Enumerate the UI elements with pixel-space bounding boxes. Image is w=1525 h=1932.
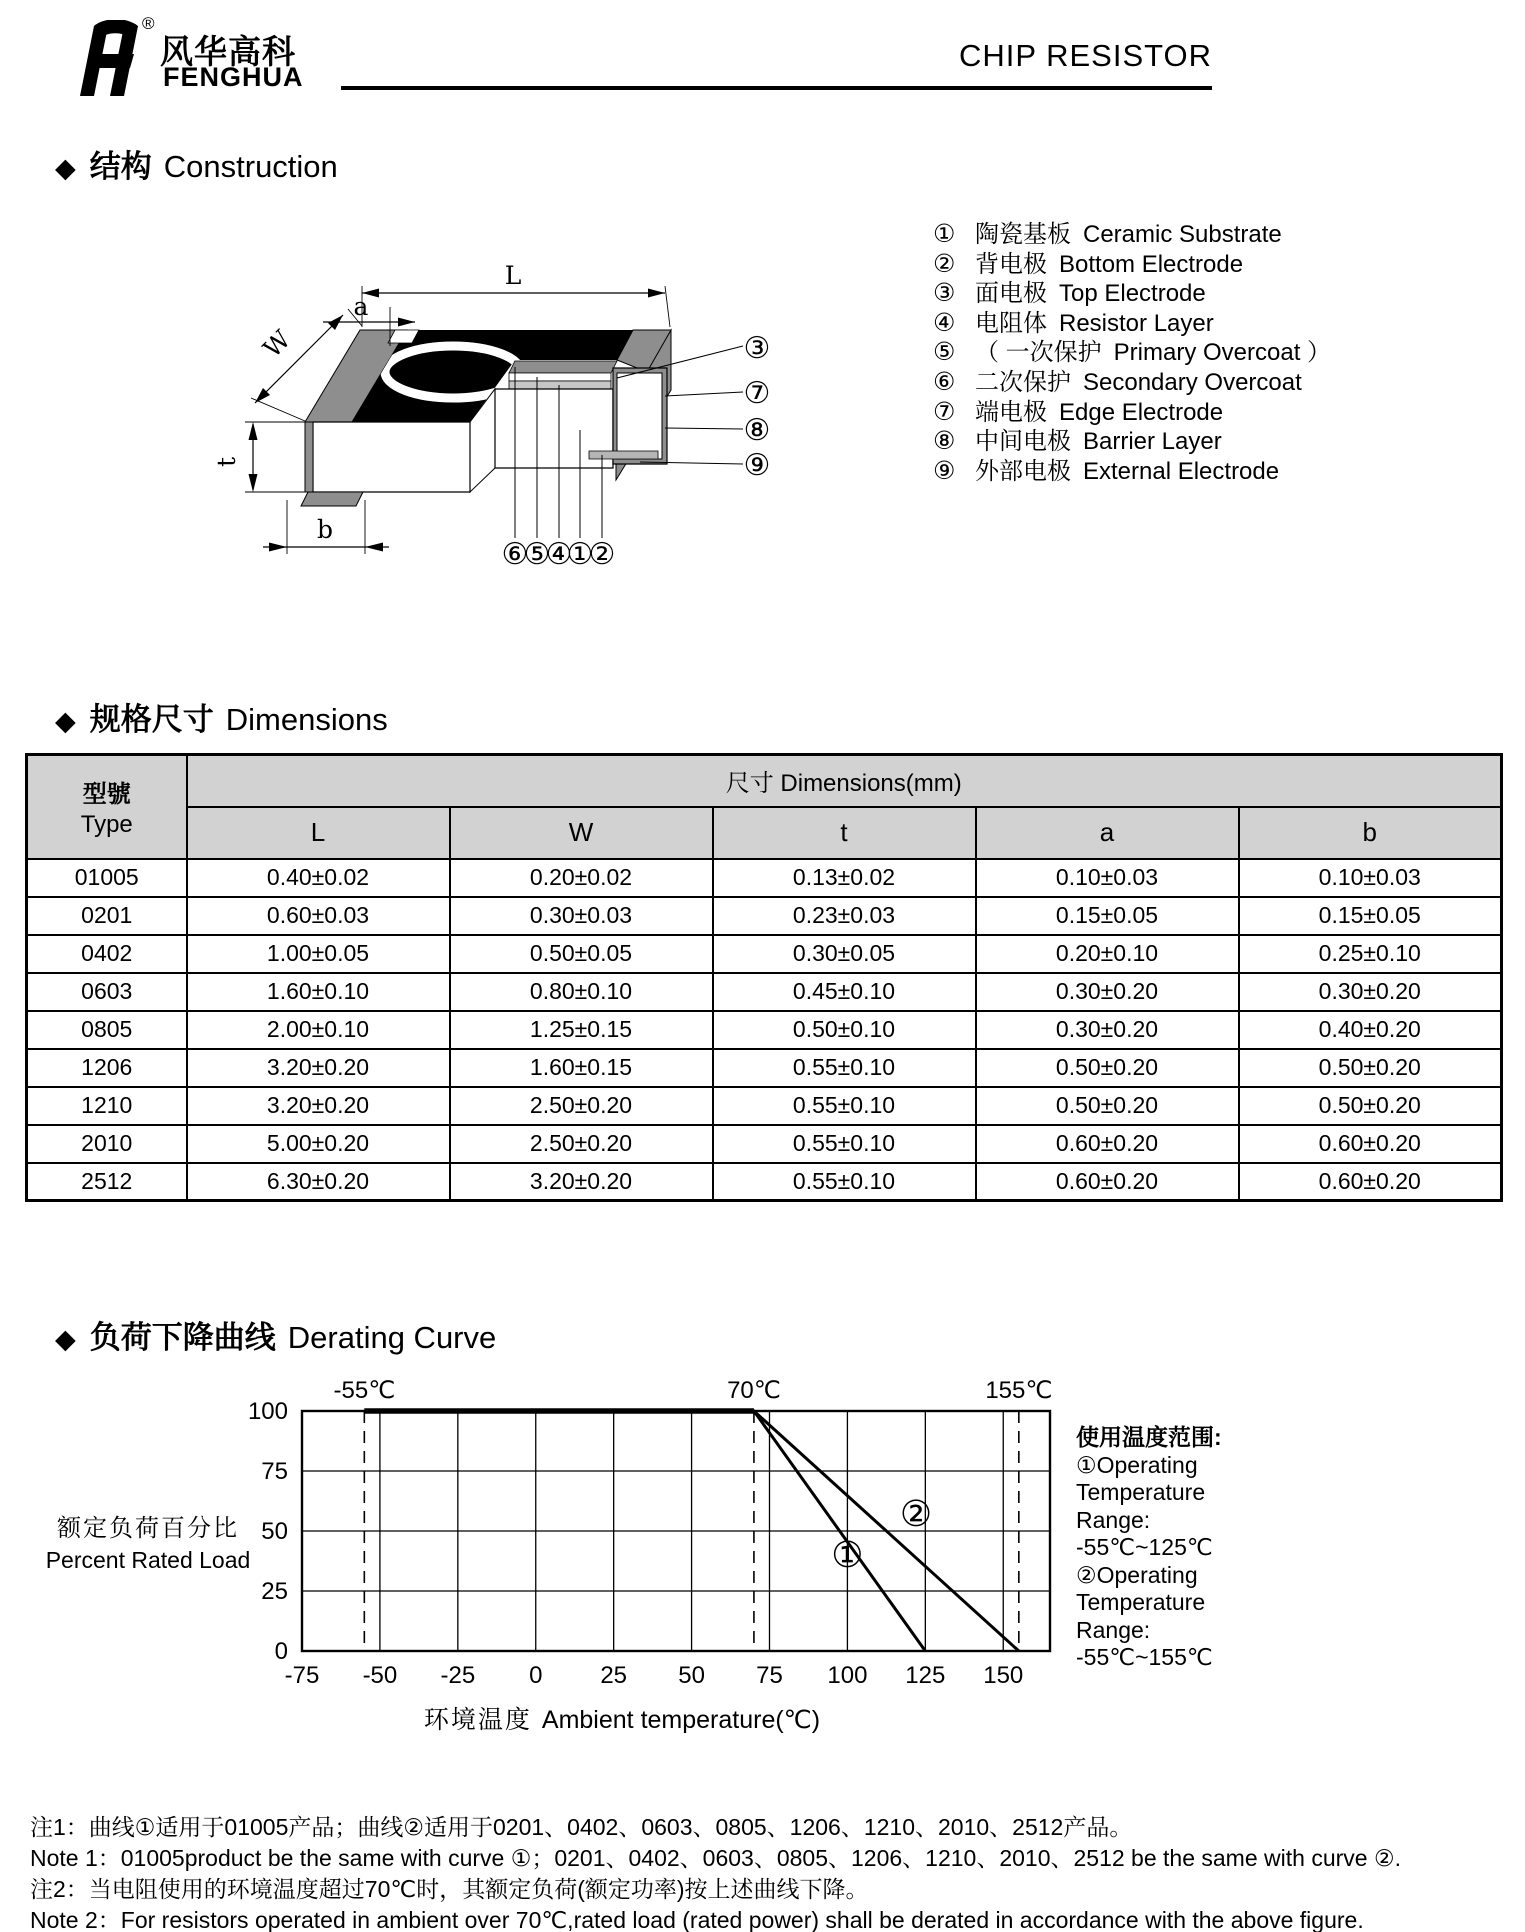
leader-8 [665, 428, 743, 429]
callout-bottom-electrode: ② [588, 538, 616, 571]
heading-cn: 结构 [89, 149, 152, 184]
dimension-cell: 0.55±0.10 [713, 1163, 976, 1201]
heading-en: Dimensions [225, 702, 388, 737]
dimension-cell: 2.00±0.10 [187, 1011, 450, 1049]
table-header-type [27, 755, 187, 859]
heading-en: Derating Curve [287, 1320, 497, 1355]
legend-item-number: ② [933, 249, 956, 278]
diamond-icon: ◆ [55, 706, 76, 736]
top-axis-label: 155℃ [985, 1378, 1053, 1404]
diamond-icon: ◆ [55, 1324, 76, 1354]
legend-item-number: ⑦ [933, 397, 956, 426]
brand-name-cn: 风华高科 [160, 33, 296, 70]
brand-name-en: FENGHUA [163, 62, 304, 92]
note-line: Note 1：01005product be the same with curve ①；0201、0402、0603、0805、1206、1210、2010、2512 be the same with curve ②. [30, 1845, 1401, 1871]
dimension-cell: 1.60±0.10 [187, 973, 450, 1011]
dimension-cell: 5.00±0.20 [187, 1125, 450, 1163]
x-axis-label-en: Ambient temperature(℃) [541, 1706, 821, 1734]
x-tick-label: 50 [678, 1662, 705, 1689]
type-header-cn: 型號 [82, 781, 131, 809]
type-cell: 1206 [27, 1049, 187, 1087]
legend-item-number: ⑧ [933, 427, 956, 456]
y-axis-label-en: Percent Rated Load [45, 1547, 251, 1573]
curve-label: ① [831, 1534, 864, 1575]
dimension-cell: 6.30±0.20 [187, 1163, 450, 1201]
heading-en: Construction [163, 149, 338, 184]
bottom-electrode-strip [589, 451, 658, 459]
side-note-line: ①Operating [1076, 1451, 1198, 1478]
dimension-cell: 1.60±0.15 [450, 1049, 713, 1087]
left-end-foot [301, 492, 363, 506]
dimension-cell: 0.40±0.02 [187, 859, 450, 897]
x-tick-label: 100 [827, 1662, 868, 1689]
side-note-line: 使用温度范围: [1076, 1424, 1222, 1450]
dim-label-a: a [353, 292, 369, 321]
dim-t-arrow-bottom [249, 474, 258, 492]
callout-top-electrode: ③ [743, 332, 771, 365]
legend-item-number: ③ [933, 279, 956, 308]
type-cell: 2010 [27, 1125, 187, 1163]
side-note-line: Temperature [1076, 1589, 1206, 1615]
table-row [27, 1125, 1502, 1163]
table-header-b: b [1239, 807, 1502, 859]
curve-label: ② [899, 1493, 933, 1535]
primary-overcoat-layer [509, 373, 611, 381]
table-header-a: a [976, 807, 1239, 859]
table-row [27, 1087, 1502, 1125]
legend-item-cn: 电阻体 [975, 309, 1047, 337]
dimension-cell: 0.50±0.20 [976, 1049, 1239, 1087]
legend-item-en: Top Electrode [1059, 280, 1206, 308]
ceramic-front-face [313, 422, 470, 492]
dimension-cell: 0.50±0.05 [450, 935, 713, 973]
callout-ceramic-substrate: ① [566, 538, 594, 571]
dim-label-L: L [504, 261, 522, 290]
callout-barrier-layer: ⑧ [743, 414, 771, 447]
table-header-t: t [713, 807, 976, 859]
construction-diagram [165, 200, 785, 575]
dimension-cell: 0.10±0.03 [1239, 859, 1502, 897]
table-row [27, 859, 1502, 897]
callout-secondary-overcoat: ⑥ [501, 538, 529, 571]
legend-item-en: Resistor Layer [1059, 309, 1214, 337]
header-rule [341, 86, 1212, 90]
legend-item-cn: 背电极 [975, 250, 1047, 278]
type-cell: 0201 [27, 897, 187, 935]
dimension-cell: 3.20±0.20 [187, 1087, 450, 1125]
dimension-cell: 0.15±0.05 [976, 897, 1239, 935]
note-line: Note 2：For resistors operated in ambient over 70℃,rated load (rated power) shall be derated in accordance with the above figure. [30, 1907, 1364, 1932]
table-header-dimensions-group: 尺寸 Dimensions(mm) [187, 755, 1502, 807]
dimension-cell: 0.60±0.03 [187, 897, 450, 935]
x-tick-label: 125 [905, 1662, 946, 1689]
legend-item-cn: 陶瓷基板 [975, 221, 1071, 248]
side-note-line: ②Operating [1076, 1561, 1198, 1588]
dim-W-ext-bottom [251, 398, 305, 421]
callout-primary-overcoat: ⑤ [523, 538, 551, 571]
diamond-icon: ◆ [55, 153, 76, 183]
legend-item-en: Ceramic Substrate [1083, 221, 1282, 248]
side-note-line: Range: [1076, 1616, 1151, 1643]
heading-cn: 规格尺寸 [89, 702, 214, 737]
dimension-cell: 0.13±0.02 [713, 859, 976, 897]
chart-side-note [1076, 1424, 1222, 1672]
legend-item-number: ⑥ [933, 367, 956, 396]
legend-item-number: ① [933, 220, 956, 248]
derating-chart [150, 1378, 1090, 1723]
dimension-cell: 0.55±0.10 [713, 1087, 976, 1125]
table-row [27, 1011, 1502, 1049]
dimension-cell: 0.60±0.20 [976, 1163, 1239, 1201]
dimension-cell: 0.45±0.10 [713, 973, 976, 1011]
table-row [27, 1049, 1502, 1087]
y-tick-label: 50 [261, 1518, 288, 1545]
side-note-line: -55℃~125℃ [1076, 1534, 1213, 1560]
x-tick-label: -50 [362, 1662, 398, 1689]
dimension-cell: 0.80±0.10 [450, 973, 713, 1011]
note-line: 注2：当电阻使用的环境温度超过70℃时，其额定负荷(额定功率)按上述曲线下降。 [30, 1876, 869, 1902]
dim-b-arrow-left [269, 543, 287, 552]
dimension-cell: 2.50±0.20 [450, 1125, 713, 1163]
legend-item [933, 332, 1332, 367]
dim-L-ext-right [665, 286, 670, 327]
legend-item-cn: 外部电极 [975, 457, 1071, 485]
dimension-cell: 0.50±0.20 [1239, 1049, 1502, 1087]
y-axis-label-cn: 额定负荷百分比 [57, 1515, 239, 1542]
section-heading-dimensions [55, 694, 388, 739]
fenghua-logo-icon [76, 20, 138, 100]
table-header-W: W [450, 807, 713, 859]
dimension-cell: 0.20±0.02 [450, 859, 713, 897]
x-tick-label: -75 [284, 1662, 320, 1689]
dimension-cell: 0.30±0.20 [1239, 973, 1502, 1011]
resistor-layer [509, 381, 611, 389]
notes [30, 1812, 1515, 1932]
dimension-cell: 3.20±0.20 [187, 1049, 450, 1087]
legend-item-en: Secondary Overcoat [1083, 368, 1302, 396]
legend-item-number: ⑤ [933, 338, 956, 367]
dimension-cell: 0.30±0.05 [713, 935, 976, 973]
legend-item-en: Bottom Electrode [1059, 250, 1244, 278]
side-note-line: Temperature [1076, 1479, 1206, 1505]
legend-item [933, 214, 1331, 248]
dimension-cell: 1.00±0.05 [187, 935, 450, 973]
legend-item-en: Barrier Layer [1083, 428, 1222, 456]
legend-item-cn: （ 一次保护 [975, 339, 1102, 367]
y-tick-label: 25 [261, 1578, 288, 1605]
top-axis-label: 70℃ [727, 1378, 781, 1404]
table-header-L: L [187, 807, 450, 859]
legend-item-number: ④ [933, 308, 956, 337]
x-tick-label: -25 [440, 1662, 476, 1689]
x-tick-label: 25 [600, 1662, 628, 1689]
dimension-cell: 0.55±0.10 [713, 1049, 976, 1087]
type-cell: 1210 [27, 1087, 187, 1125]
x-tick-label: 150 [983, 1662, 1024, 1689]
dimension-cell: 0.40±0.20 [1239, 1011, 1502, 1049]
table-row [27, 973, 1502, 1011]
heading-cn: 负荷下降曲线 [89, 1320, 276, 1355]
dim-label-b: b [316, 515, 334, 544]
dimension-cell: 3.20±0.20 [450, 1163, 713, 1201]
dim-t-arrow-top [249, 422, 258, 440]
y-tick-label: 75 [261, 1458, 288, 1485]
dimension-cell: 0.20±0.10 [976, 935, 1239, 973]
dimension-cell: 0.55±0.10 [713, 1125, 976, 1163]
y-tick-label: 0 [274, 1638, 288, 1665]
dimension-cell: 0.23±0.03 [713, 897, 976, 935]
note-line: 注1：曲线①适用于01005产品；曲线②适用于0201、0402、0603、0805、1206、1210、2010、2512产品。 [30, 1814, 1133, 1840]
section-heading-construction [55, 141, 338, 186]
legend-item-cn: 中间电极 [975, 428, 1071, 456]
dimension-cell: 1.25±0.15 [450, 1011, 713, 1049]
side-note-line: Range: [1076, 1506, 1151, 1533]
callout-resistor-layer: ④ [545, 538, 573, 571]
dim-b-arrow-right [365, 543, 383, 552]
y-tick-label: 100 [247, 1398, 288, 1425]
type-header-en: Type [80, 811, 133, 839]
dim-L-arrow-right [648, 289, 665, 298]
legend-item-cn: 端电极 [975, 398, 1047, 426]
dimension-cell: 0.50±0.20 [976, 1087, 1239, 1125]
type-cell: 0402 [27, 935, 187, 973]
dimension-cell: 0.50±0.10 [713, 1011, 976, 1049]
dimension-cell: 0.50±0.20 [1239, 1087, 1502, 1125]
section-heading-derating [55, 1312, 496, 1357]
secondary-overcoat-ledge [509, 361, 617, 373]
dimension-cell: 0.10±0.03 [976, 859, 1239, 897]
top-axis-label: -55℃ [333, 1378, 396, 1404]
table-row [27, 897, 1502, 935]
callout-external-electrode: ⑨ [743, 449, 771, 482]
dimension-cell: 0.30±0.20 [976, 1011, 1239, 1049]
callout-edge-electrode: ⑦ [743, 377, 771, 410]
type-cell: 0805 [27, 1011, 187, 1049]
legend-item-en: Primary Overcoat ） [1113, 339, 1332, 367]
dimension-cell: 2.50±0.20 [450, 1087, 713, 1125]
registered-mark: ® [142, 14, 155, 33]
type-cell: 2512 [27, 1163, 187, 1201]
dimension-cell: 0.60±0.20 [1239, 1163, 1502, 1201]
dim-a-arrow [398, 318, 415, 327]
left-end-front-wrap [305, 422, 313, 492]
legend-item-cn: 二次保护 [975, 368, 1071, 396]
type-cell: 0603 [27, 973, 187, 1011]
dimension-cell: 0.60±0.20 [1239, 1125, 1502, 1163]
x-tick-label: 75 [756, 1662, 783, 1689]
table-row [27, 935, 1502, 973]
type-cell: 01005 [27, 859, 187, 897]
logo-crossbar [86, 54, 134, 68]
legend-item-en: Edge Electrode [1059, 398, 1224, 426]
dimensions-table-body [27, 859, 1502, 1201]
logo-arch [94, 20, 138, 40]
legend-item-en: External Electrode [1083, 457, 1280, 485]
legend-item-number: ⑨ [933, 456, 956, 485]
dimensions-table [25, 753, 1503, 1202]
leader-7 [665, 392, 743, 396]
dimension-cell: 0.60±0.20 [976, 1125, 1239, 1163]
dimension-cell: 0.15±0.05 [1239, 897, 1502, 935]
dimension-cell: 0.30±0.20 [976, 973, 1239, 1011]
x-tick-label: 0 [529, 1662, 543, 1689]
dim-label-W: W [257, 324, 297, 364]
legend-item-cn: 面电极 [975, 280, 1047, 308]
side-note-line: -55℃~155℃ [1076, 1644, 1213, 1670]
chart-x-axis-label [322, 1700, 922, 1736]
x-axis-label-cn: 环境温度 [423, 1706, 532, 1734]
legend-list [933, 214, 1332, 485]
barrier-layer-frame [617, 373, 662, 459]
dimension-cell: 0.25±0.10 [1239, 935, 1502, 973]
dimension-cell: 0.30±0.03 [450, 897, 713, 935]
table-row [27, 1163, 1502, 1201]
dim-label-t: t [212, 456, 241, 468]
page-title: CHIP RESISTOR [958, 38, 1212, 73]
